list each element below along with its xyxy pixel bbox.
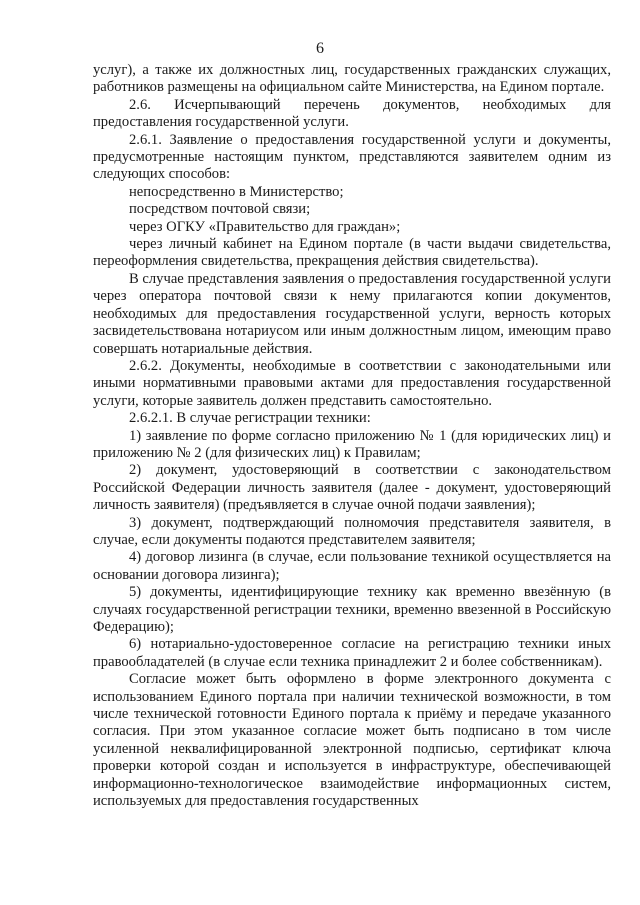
paragraph: 2.6. Исчерпывающий перечень документов, необходимых для предоставления государственной услуги. (93, 96, 611, 131)
paragraph: через ОГКУ «Правительство для граждан»; (129, 218, 401, 235)
page-number: 6 (316, 40, 324, 57)
paragraph: услуг), а также их должностных лиц, государственных гражданских служащих, работников размещены на официальном сайте Министерства, на Едином портале. (93, 62, 611, 96)
paragraph: 2) документ, удостоверяющий в соответствии с законодательством Российской Федерации личность заявителя (далее - документ, удостоверяющий личность заявителя) (предъявляется в случае очной подачи заявления); (93, 462, 611, 514)
paragraph: 5) документы, идентифицирующие технику как временно ввезённую (в случаях государственной регистрации техники, временно ввезенной в Российскую Федерацию); (93, 584, 611, 635)
paragraph: 3) документ, подтверждающий полномочия представителя заявителя, в случае, если документы подаются представителем заявителя; (93, 514, 611, 548)
paragraph: через личный кабинет на Едином портале (в части выдачи свидетельства, переоформления свидетельства, прекращения действия свидетельства). (93, 236, 611, 270)
paragraph: 6) нотариально-удостоверенное согласие на регистрацию техники иных правообладателей (в случае если техника принадлежит 2 и более собственникам). (93, 636, 611, 670)
paragraph: В случае представления заявления о предоставления государственной услуги через оператора почтовой связи к нему прилагаются копии документов, необходимых для предоставления государственной услуги, верность которых засвидетельствована нотариусом или иным должностным лицом, имеющим право совершать нотариальные действия. (93, 270, 611, 357)
paragraph: 2.6.1. Заявление о предоставления государственной услуги и документы, предусмотренные настоящим пунктом, представляются заявителем одним из следующих способов: (93, 131, 611, 183)
paragraph: непосредственно в Министерство; (129, 183, 344, 200)
document-body (93, 62, 611, 810)
paragraph: посредством почтовой связи; (129, 201, 311, 218)
paragraph: 2.6.2.1. В случае регистрации техники: (129, 410, 371, 427)
paragraph: 1) заявление по форме согласно приложению № 1 (для юридических лиц) и приложению № 2 (для физических лиц) к Правилам; (93, 427, 611, 461)
paragraph: 2.6.2. Документы, необходимые в соответствии с законодательными или иными нормативными правовыми актами для предоставления государственной услуги, которые заявитель должен представить самостоятельно. (93, 357, 611, 409)
paragraph: Согласие может быть оформлено в форме электронного документа с использованием Единого портала при наличии технической возможности, в том числе технической готовности Единого портала к приёму и передаче указанного согласия. При этом указанное согласие может быть подписано в том числе усиленной неквалифицированной электронной подписью, сертификат ключа проверки которой создан и используется в инфраструктуре, обеспечивающей информационно-технологическое взаимодействие информационных систем, используемых для предоставления государственных (93, 671, 611, 810)
paragraph: 4) договор лизинга (в случае, если пользование техникой осуществляется на основании договора лизинга); (93, 549, 611, 583)
